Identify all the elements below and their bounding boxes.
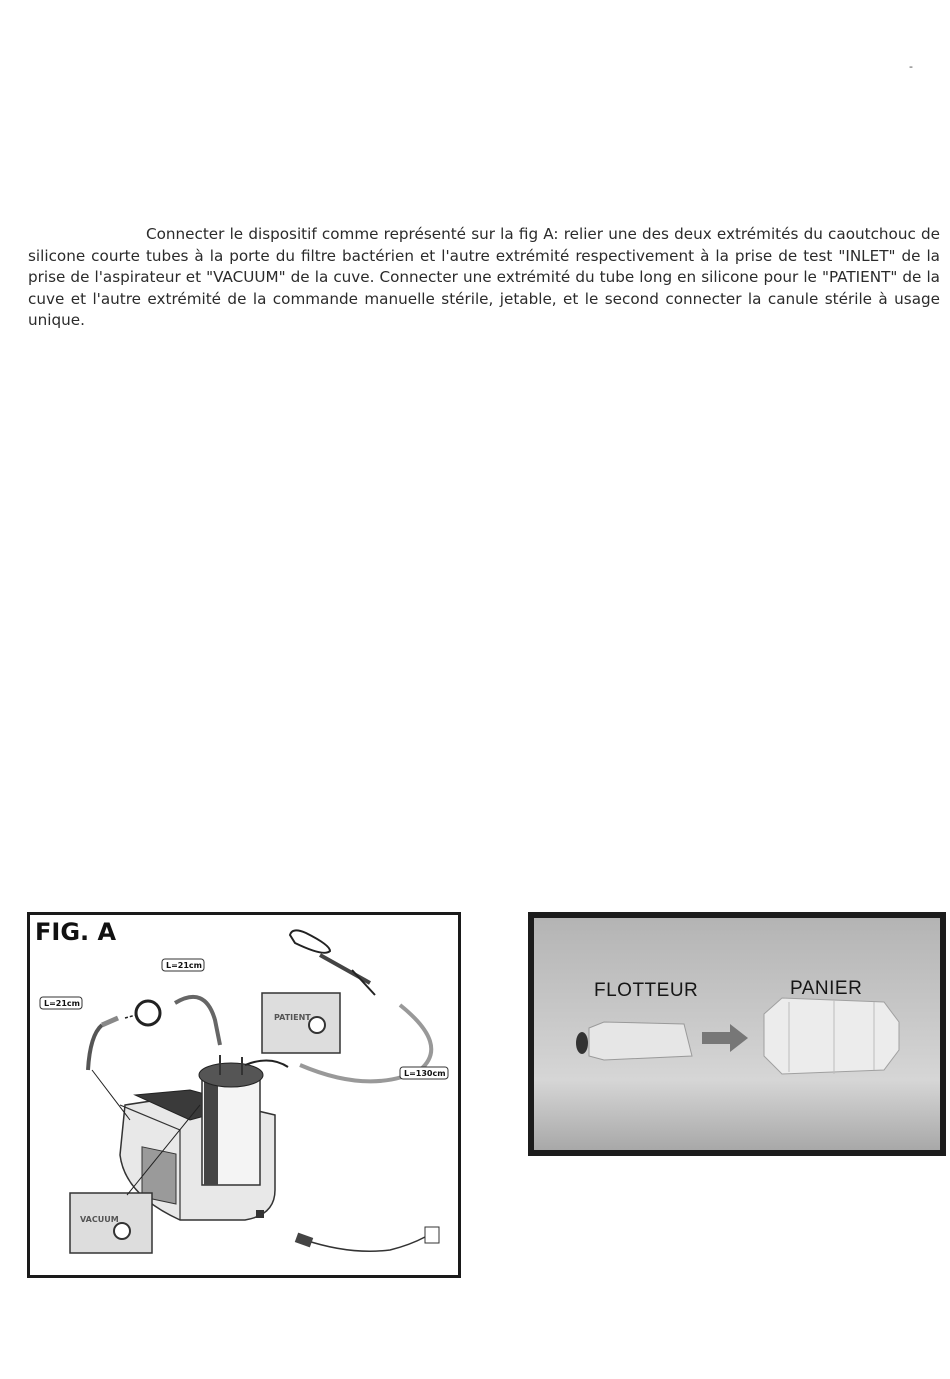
tube-short-label-top: L=21cm <box>166 961 203 970</box>
tube-long-label: L=130cm <box>404 1069 446 1078</box>
port-patient-label: PATIENT <box>274 1013 311 1022</box>
instruction-paragraph <box>28 224 940 332</box>
instruction-text: Connecter le dispositif comme représenté sur la fig A: relier une des deux extrémités du caoutchouc de silicone courte tubes à la porte du filtre bactérien et l'autre extrémité respectivement à la prise de test "INLET" de la prise de l'aspirateur et "VACUUM" de la cuve. Connecter une extrémité du tube long en silicone pour le "PATIENT" de la cuve et l'autre extrémité de la commande manuelle stérile, jetable, et le second connecter la canule stérile à usage unique. <box>28 225 940 330</box>
corner-mark: - <box>909 60 913 73</box>
photo-drawing <box>534 918 940 1150</box>
figure-a <box>27 912 461 1278</box>
basket-label: PANIER <box>790 978 863 999</box>
tube-short-label-left: L=21cm <box>44 999 81 1008</box>
float-basket-photo <box>528 912 946 1156</box>
figure-a-title: FIG. A <box>35 918 117 946</box>
port-vacuum-label: VACUUM <box>80 1215 119 1224</box>
float-label: FLOTTEUR <box>594 980 699 1001</box>
